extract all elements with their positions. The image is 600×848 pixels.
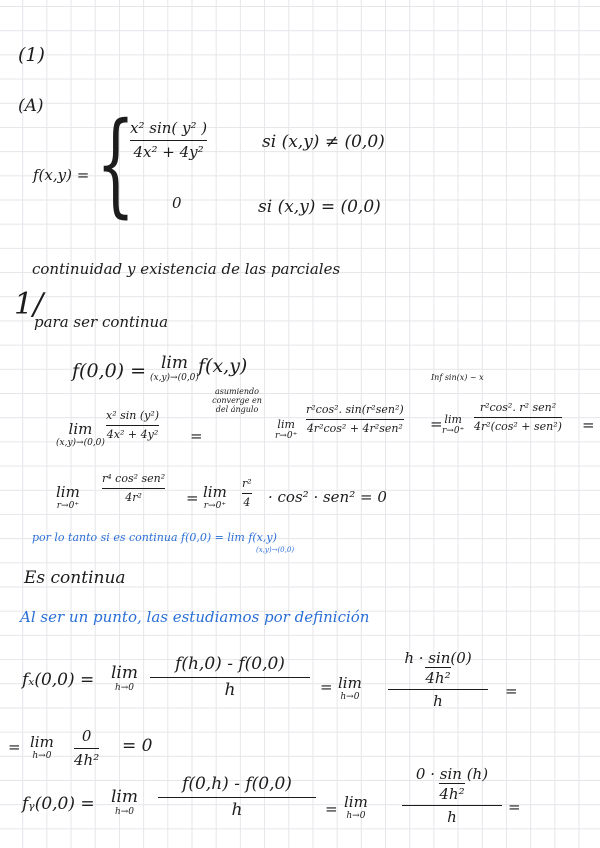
fraction-numerator: x² sin (y²) (106, 409, 160, 422)
limit2-mid-fraction (242, 478, 252, 509)
fx-limit (111, 665, 138, 693)
fx-fraction-2 (388, 650, 488, 710)
partials-intro: Al ser un punto, las estudiamos por definición (20, 608, 370, 626)
fraction-numerator: r⁴ cos² sen² (102, 472, 166, 485)
fraction-bar (158, 797, 316, 798)
fraction-numerator: r²cos². r² sen² (479, 401, 557, 414)
limit-word: lim (111, 663, 138, 683)
fraction-bar (106, 425, 159, 426)
piecewise-brace: { (96, 99, 136, 229)
limit-word: lim (277, 418, 295, 431)
limit-word: lim (203, 483, 227, 501)
definition-denominator: 4x² + 4y² (133, 142, 204, 161)
fraction-denominator: 4h² (425, 668, 451, 687)
fraction-bar (130, 140, 207, 141)
fraction-bar (102, 488, 165, 489)
equals-sign: = (505, 682, 518, 700)
fx-limit-2 (338, 676, 362, 702)
limit-subscript: h→0 (340, 692, 360, 702)
case2-value: 0 (172, 194, 182, 212)
equals-sign: = (325, 800, 338, 818)
polar-fraction-1 (106, 410, 159, 441)
fraction-denominator: 4r²cos² + 4r²sen² (306, 422, 403, 436)
definition-fraction (130, 120, 207, 160)
angle-note: asumiendo converge en del ángulo (212, 387, 262, 414)
fraction-denominator: h (447, 808, 457, 826)
fraction-bar (402, 805, 502, 806)
limit-word: lim (160, 353, 188, 373)
fraction-denominator: 4r²(cos² + sen²) (474, 420, 562, 434)
problem-number: (1) (18, 44, 45, 66)
fraction-denominator: h (231, 799, 243, 820)
equals-sign: = (8, 738, 21, 756)
limit-subscript: r→0⁺ (56, 501, 80, 511)
fy-limit-2 (344, 795, 368, 821)
fx-fraction (150, 655, 310, 699)
fraction-denominator: h (224, 679, 236, 700)
limit-word: lim (338, 674, 362, 692)
case1-condition: si (x,y) ≠ (0,0) (262, 132, 385, 152)
fraction-denominator: h (433, 692, 443, 710)
limit-word: lim (56, 483, 80, 501)
polar-fraction-2 (306, 404, 404, 435)
limit2-limit (56, 485, 80, 511)
limit-subscript: r→0⁺ (442, 426, 465, 436)
fx-result-fraction (74, 728, 99, 768)
limit-word: lim (444, 413, 462, 426)
continuity-rhs: f(x,y) (198, 355, 248, 377)
limit-word: lim (344, 793, 368, 811)
limit-subscript: (x,y)→(0,0) (150, 373, 199, 383)
fraction-denominator: 4r² (125, 491, 142, 505)
fraction-bar (74, 748, 99, 749)
fraction-denominator: 4h² (439, 784, 465, 803)
part-label: (A) (18, 96, 44, 116)
limit-subscript: r→0⁺ (203, 501, 227, 511)
equals-sign: = (430, 415, 443, 433)
limit-subscript: h→0 (114, 683, 135, 693)
equals-sign: = (320, 678, 333, 696)
fraction-denominator: 4x² + 4y² (106, 428, 159, 442)
limit-subscript: h→0 (114, 807, 135, 817)
limit-word: lim (68, 420, 93, 438)
fraction-numerator: 0 · sin (h) (415, 765, 489, 783)
fraction-numerator: r² (242, 477, 252, 490)
polar-limit-2 (275, 419, 297, 441)
fraction-bar (474, 417, 562, 418)
infinitesimal-note: Inf sin(x) ~ x (431, 373, 484, 382)
fraction-bar (150, 677, 310, 678)
continuity-limit (150, 355, 199, 383)
limit2-fraction (102, 473, 165, 504)
fraction-numerator: 0 (81, 727, 92, 745)
fx-result-value: = 0 (122, 736, 153, 756)
fy-limit (111, 789, 138, 817)
limit-subscript: h→0 (32, 751, 52, 761)
case2-condition: si (x,y) = (0,0) (258, 197, 381, 217)
definition-numerator: x² sin( y² ) (130, 119, 208, 137)
limit2-limit-b (203, 485, 227, 511)
fx-result-limit (30, 735, 54, 761)
continuity-conclusion: por lo tanto si es continua f(0,0) = lim f(x,y) (32, 531, 277, 544)
fraction-bar (306, 419, 404, 420)
fraction-bar (388, 689, 488, 690)
polar-fraction-3 (474, 402, 562, 433)
fraction-numerator: r²cos². sin(r²sen²) (306, 403, 404, 416)
fraction-denominator: 4h² (74, 750, 100, 769)
equals-sign: = (190, 427, 203, 445)
fraction-numerator: f(h,0) - f(0,0) (175, 654, 285, 674)
limit-word: lim (111, 787, 138, 807)
fraction-denominator: 4 (243, 496, 251, 510)
limit-subscript: h→0 (346, 811, 366, 821)
fraction-numerator: h · sin(0) (404, 649, 472, 667)
conclusion-subscript: (x,y)→(0,0) (256, 546, 295, 554)
fy-fraction-2 (402, 766, 502, 826)
fy-fraction (158, 775, 316, 819)
equals-sign: = (186, 489, 199, 507)
limit-word: lim (30, 733, 54, 751)
step-marker: 1/ (14, 287, 44, 322)
fx-lhs: fₓ(0,0) = (22, 670, 95, 690)
step1-text: para ser continua (34, 313, 169, 331)
equals-sign: = (508, 798, 521, 816)
limit2-tail: · cos² · sen² = 0 (268, 488, 387, 506)
equals-sign: = (582, 416, 595, 434)
es-continua: Es continua (24, 568, 126, 588)
fraction-numerator: f(0,h) - f(0,0) (182, 774, 292, 794)
fy-lhs: fᵧ(0,0) = (22, 794, 95, 814)
limit-subscript: (x,y)→(0,0) (56, 438, 105, 448)
fraction-bar (242, 493, 252, 494)
function-lhs: f(x,y) = (33, 166, 90, 184)
limit-subscript: r→0⁺ (275, 431, 298, 441)
polar-limit-3 (442, 414, 464, 436)
continuity-lhs: f(0,0) = (72, 360, 147, 382)
section-title: continuidad y existencia de las parciales (32, 260, 341, 278)
polar-limit-1 (56, 422, 105, 448)
